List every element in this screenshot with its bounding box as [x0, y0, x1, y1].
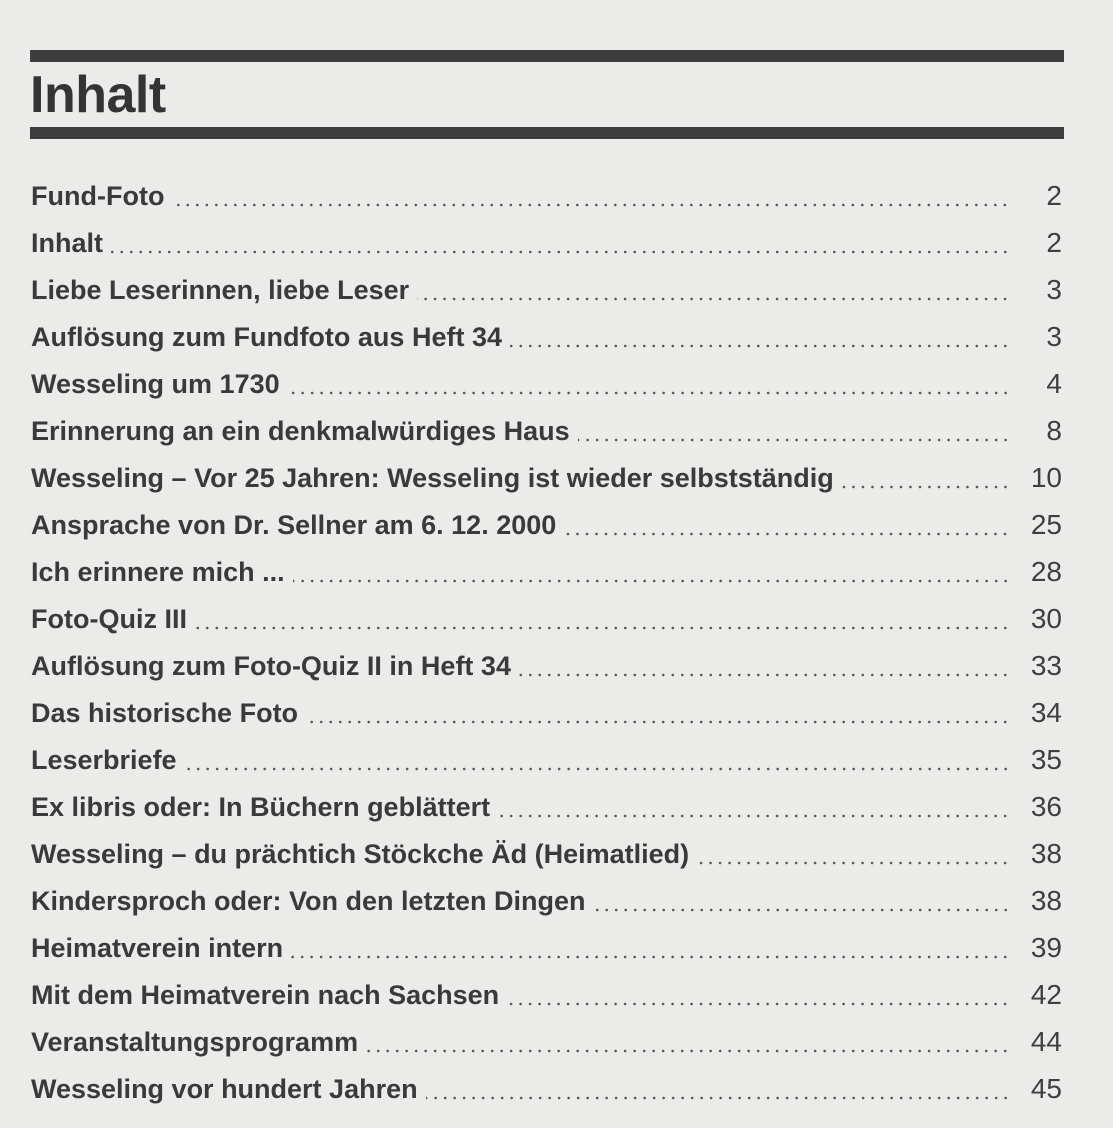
toc-entry — [31, 642, 1062, 689]
toc-entry — [31, 313, 1062, 360]
dot-leader — [842, 485, 1010, 489]
toc-entry — [31, 1018, 1062, 1065]
dot-leader — [306, 720, 1010, 724]
toc-entry — [31, 219, 1062, 266]
page-number: 3 — [1046, 321, 1062, 352]
dot-leader — [366, 1049, 1010, 1053]
page-number: 10 — [1030, 462, 1062, 493]
dot-leader — [185, 767, 1010, 771]
dot-leader — [564, 532, 1010, 536]
page-number: 4 — [1046, 368, 1062, 399]
toc-entry — [31, 689, 1062, 736]
entry-title: Wesseling – Vor 25 Jahren: Wesseling ist wieder selbstständig — [31, 463, 834, 493]
page-number: 38 — [1030, 885, 1062, 916]
dot-leader — [417, 297, 1010, 301]
toc-entry — [31, 360, 1062, 407]
page-number: 38 — [1030, 838, 1062, 869]
page-number: 44 — [1030, 1026, 1062, 1057]
entry-title: Wesseling vor hundert Jahren — [31, 1074, 418, 1104]
dot-leader — [519, 673, 1010, 677]
dot-leader — [498, 814, 1010, 818]
toc-entry — [31, 971, 1062, 1018]
page-number: 33 — [1030, 650, 1062, 681]
toc-entry — [31, 172, 1062, 219]
toc-entry — [31, 266, 1062, 313]
entry-title: Auflösung zum Foto-Quiz II in Heft 34 — [31, 651, 511, 681]
page-number: 2 — [1046, 227, 1062, 258]
dot-leader — [291, 955, 1010, 959]
page-number: 30 — [1030, 603, 1062, 634]
page-number: 36 — [1030, 791, 1062, 822]
dot-leader — [594, 908, 1010, 912]
toc-entry — [31, 1065, 1062, 1112]
table-of-contents — [31, 172, 1062, 1112]
entry-title: Wesseling – du prächtich Stöckche Äd (Heimatlied) — [31, 839, 690, 869]
entry-title: Liebe Leserinnen, liebe Leser — [31, 275, 410, 305]
toc-entry — [31, 783, 1062, 830]
entry-title: Auflösung zum Fundfoto aus Heft 34 — [31, 322, 502, 352]
dot-leader — [288, 391, 1010, 395]
entry-title: Ansprache von Dr. Sellner am 6. 12. 2000 — [31, 510, 557, 540]
page-number: 8 — [1046, 415, 1062, 446]
entry-title: Erinnerung an ein denkmalwürdiges Haus — [31, 416, 570, 446]
toc-entry — [31, 407, 1062, 454]
page-number: 3 — [1046, 274, 1062, 305]
toc-entry — [31, 877, 1062, 924]
entry-title: Foto-Quiz III — [31, 604, 187, 634]
toc-entry — [31, 924, 1062, 971]
entry-title: Inhalt — [31, 228, 103, 258]
entry-title: Veranstaltungsprogramm — [31, 1027, 359, 1057]
entry-title: Heimatverein intern — [31, 933, 284, 963]
toc-entry — [31, 454, 1062, 501]
dot-leader — [172, 203, 1010, 207]
page-number: 25 — [1030, 509, 1062, 540]
page-number: 34 — [1030, 697, 1062, 728]
top-rule — [30, 50, 1064, 62]
page-number: 28 — [1030, 556, 1062, 587]
page-number: 39 — [1030, 932, 1062, 963]
entry-title: Ich erinnere mich ... — [31, 557, 285, 587]
toc-entry — [31, 548, 1062, 595]
toc-entry — [31, 501, 1062, 548]
page-number: 45 — [1030, 1073, 1062, 1104]
dot-leader — [293, 579, 1010, 583]
page-number: 2 — [1046, 180, 1062, 211]
toc-entry — [31, 595, 1062, 642]
page-title: Inhalt — [30, 66, 166, 124]
dot-leader — [195, 626, 1010, 630]
dot-leader — [426, 1096, 1010, 1100]
dot-leader — [111, 250, 1010, 254]
entry-title: Das historische Foto — [31, 698, 299, 728]
dot-leader — [510, 344, 1010, 348]
dot-leader — [578, 438, 1010, 442]
entry-title: Fund-Foto — [31, 181, 165, 211]
page-number: 42 — [1030, 979, 1062, 1010]
bottom-rule — [30, 127, 1064, 139]
dot-leader — [697, 861, 1010, 865]
dot-leader — [507, 1002, 1010, 1006]
entry-title: Leserbriefe — [31, 745, 177, 775]
entry-title: Wesseling um 1730 — [31, 369, 280, 399]
entry-title: Mit dem Heimatverein nach Sachsen — [31, 980, 500, 1010]
toc-entry — [31, 830, 1062, 877]
page-number: 35 — [1030, 744, 1062, 775]
entry-title: Kindersproch oder: Von den letzten Dingen — [31, 886, 586, 916]
toc-entry — [31, 736, 1062, 783]
entry-title: Ex libris oder: In Büchern geblättert — [31, 792, 491, 822]
